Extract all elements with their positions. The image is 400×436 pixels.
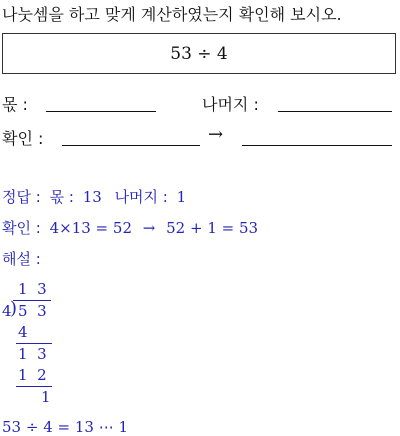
division-divisor: 4 [2, 302, 12, 320]
instruction-text: 나눗셈을 하고 맞게 계산하였는지 확인해 보시오. [2, 5, 342, 24]
answer-label: 정답 : [2, 188, 41, 206]
division-result: 53 ÷ 4 = 13 ⋯ 1 [2, 418, 129, 436]
problem-expression: 53 ÷ 4 [170, 43, 228, 64]
answer-remainder-label: 나머지 : [114, 188, 168, 206]
check-arrow: → [208, 124, 224, 145]
quotient-blank[interactable] [46, 111, 156, 112]
answer-quotient: 13 [82, 188, 102, 206]
check-step-2: 52 + 1 = 53 [166, 219, 259, 237]
check-solution-arrow: → [142, 219, 156, 237]
division-line-2 [16, 386, 52, 387]
division-remainder: 1 [41, 388, 51, 406]
division-step-3: 1 2 [18, 366, 47, 384]
division-step-1: 4 [18, 323, 28, 341]
check-blank-2[interactable] [242, 145, 392, 146]
check-label: 확인 : [2, 129, 44, 148]
division-bar [13, 300, 51, 301]
answer-quotient-label: 몫 : [49, 188, 74, 206]
remainder-blank[interactable] [278, 111, 392, 112]
division-bracket: ) [10, 298, 18, 319]
remainder-label: 나머지 : [202, 95, 259, 114]
check-blank-1[interactable] [62, 145, 200, 146]
check-step-1: 4×13 = 52 [49, 219, 132, 237]
division-dividend: 5 3 [18, 302, 47, 320]
quotient-label: 몫 : [2, 95, 28, 114]
problem-box [2, 33, 396, 74]
division-line-1 [16, 343, 52, 344]
division-quotient: 1 3 [18, 280, 47, 298]
answer-remainder: 1 [176, 188, 187, 206]
answer-line [2, 186, 186, 207]
division-step-2: 1 3 [18, 345, 47, 363]
explanation-label: 해설 : [2, 250, 41, 268]
check-solution-label: 확인 : [2, 219, 41, 237]
check-solution-line [2, 217, 258, 238]
